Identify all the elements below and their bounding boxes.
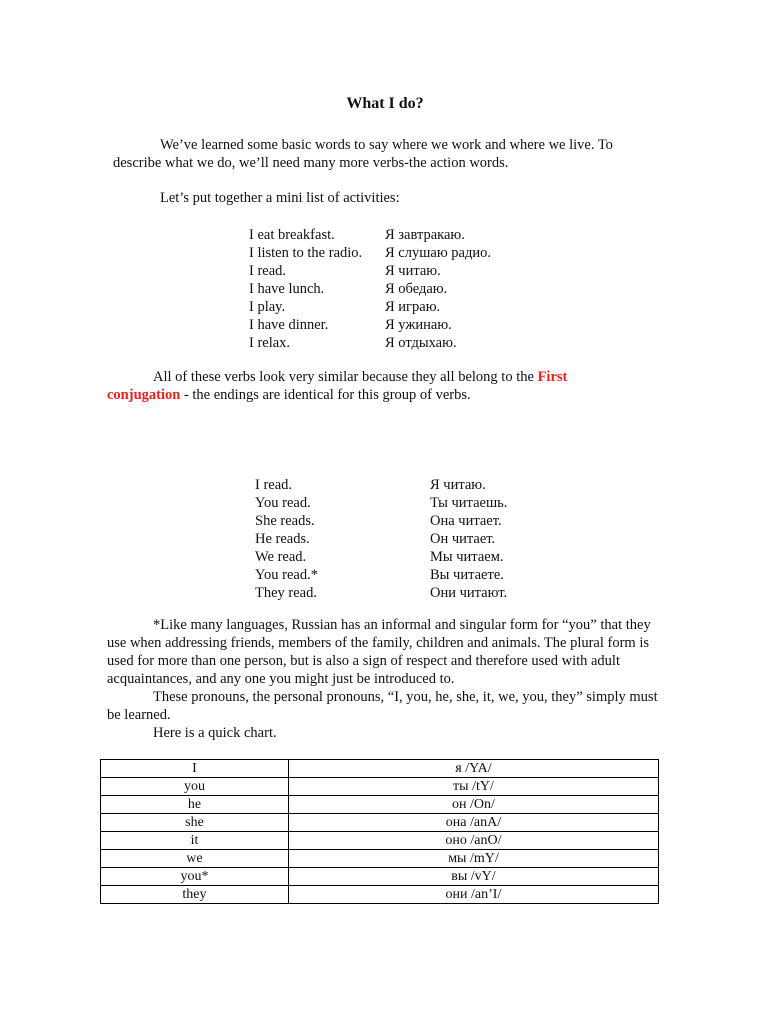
activity-ru: Я играю. bbox=[385, 299, 441, 315]
table-row bbox=[101, 868, 659, 886]
activity-ru: Я слушаю радио. bbox=[385, 245, 491, 261]
conjugation-ru: Она читает. bbox=[430, 513, 502, 529]
conjugation-note-line-2 bbox=[107, 387, 471, 404]
activity-en: I relax. bbox=[249, 335, 291, 351]
pronoun-ru: она /anA/ bbox=[288, 814, 658, 832]
pronoun-en: you bbox=[101, 778, 289, 796]
page-title: What I do? bbox=[346, 95, 424, 112]
chart-intro: Here is a quick chart. bbox=[153, 725, 277, 741]
conjugation-en: I read. bbox=[255, 477, 293, 493]
conjugation-en: He reads. bbox=[255, 531, 310, 547]
conjugation-ru: Он читает. bbox=[430, 531, 496, 547]
table-row bbox=[101, 886, 659, 904]
table-row bbox=[101, 778, 659, 796]
activity-en: I have lunch. bbox=[249, 281, 325, 297]
conjugation-en: You read.* bbox=[255, 567, 318, 583]
conjugation-ru: Они читают. bbox=[430, 585, 508, 601]
activity-en: I eat breakfast. bbox=[249, 227, 335, 243]
conjugation-en: They read. bbox=[255, 585, 317, 601]
pronoun-ru: они /an’I/ bbox=[288, 886, 658, 904]
activity-ru: Я завтракаю. bbox=[385, 227, 465, 243]
footnote: *Like many languages, Russian has an informal and singular form for “you” that they use when addressing friends, members of the family, children and animals. The plural form is used for more than one person, but is also a sign of respect and therefore used with adult acquaintances, and any one you might just be introduced to. bbox=[107, 617, 651, 687]
conjugation-highlight: conjugation bbox=[107, 387, 181, 403]
pronoun-en: it bbox=[101, 832, 289, 850]
table-row bbox=[101, 760, 659, 778]
activities-english-column bbox=[249, 226, 362, 352]
conjugation-en: She reads. bbox=[255, 513, 315, 529]
pronoun-en: you* bbox=[101, 868, 289, 886]
pronoun-ru: я /YA/ bbox=[288, 760, 658, 778]
list-intro: Let’s put together a mini list of activities: bbox=[160, 190, 400, 206]
pronoun-ru: он /On/ bbox=[288, 796, 658, 814]
pronoun-ru: мы /mY/ bbox=[288, 850, 658, 868]
table-row bbox=[101, 832, 659, 850]
notes-section bbox=[107, 616, 667, 742]
activity-en: I read. bbox=[249, 263, 287, 279]
conjugation-ru: Я читаю. bbox=[430, 477, 486, 493]
pronoun-en: he bbox=[101, 796, 289, 814]
conjugation-ru: Ты читаешь. bbox=[430, 495, 508, 511]
activity-en: I have dinner. bbox=[249, 317, 329, 333]
conjugation-en: We read. bbox=[255, 549, 307, 565]
pronoun-ru: оно /anO/ bbox=[288, 832, 658, 850]
conjugation-note-tail: - the endings are identical for this group of verbs. bbox=[180, 387, 471, 403]
pronoun-chart bbox=[100, 759, 659, 904]
first-highlight: First bbox=[537, 369, 568, 385]
activity-ru: Я читаю. bbox=[385, 263, 441, 279]
pronoun-en: I bbox=[101, 760, 289, 778]
activity-ru: Я отдыхаю. bbox=[385, 335, 457, 351]
intro-line-1: We’ve learned some basic words to say where we work and where we live. To bbox=[160, 137, 613, 153]
activity-en: I play. bbox=[249, 299, 286, 315]
conjugation-en: You read. bbox=[255, 495, 311, 511]
conjugation-note-line-1 bbox=[153, 369, 567, 386]
activities-russian-column bbox=[385, 226, 491, 352]
table-row bbox=[101, 796, 659, 814]
table-row bbox=[101, 814, 659, 832]
table-row bbox=[101, 850, 659, 868]
conjugation-ru: Вы читаете. bbox=[430, 567, 504, 583]
activity-ru: Я ужинаю. bbox=[385, 317, 452, 333]
activity-en: I listen to the radio. bbox=[249, 245, 363, 261]
pronouns-note: These pronouns, the personal pronouns, “I, you, he, she, it, we, you, they” simply must be learned. bbox=[107, 689, 658, 723]
pronoun-ru: вы /vY/ bbox=[288, 868, 658, 886]
pronoun-en: we bbox=[101, 850, 289, 868]
pronoun-ru: ты /tY/ bbox=[288, 778, 658, 796]
pronoun-en: they bbox=[101, 886, 289, 904]
conjugation-note-text: All of these verbs look very similar because they all belong to the bbox=[153, 369, 538, 385]
intro-line-2: describe what we do, we’ll need many more verbs-the action words. bbox=[113, 155, 509, 171]
conjugation-russian-column bbox=[430, 476, 507, 602]
conjugation-ru: Мы читаем. bbox=[430, 549, 504, 565]
pronoun-en: she bbox=[101, 814, 289, 832]
activity-ru: Я обедаю. bbox=[385, 281, 448, 297]
conjugation-english-column bbox=[255, 476, 318, 602]
